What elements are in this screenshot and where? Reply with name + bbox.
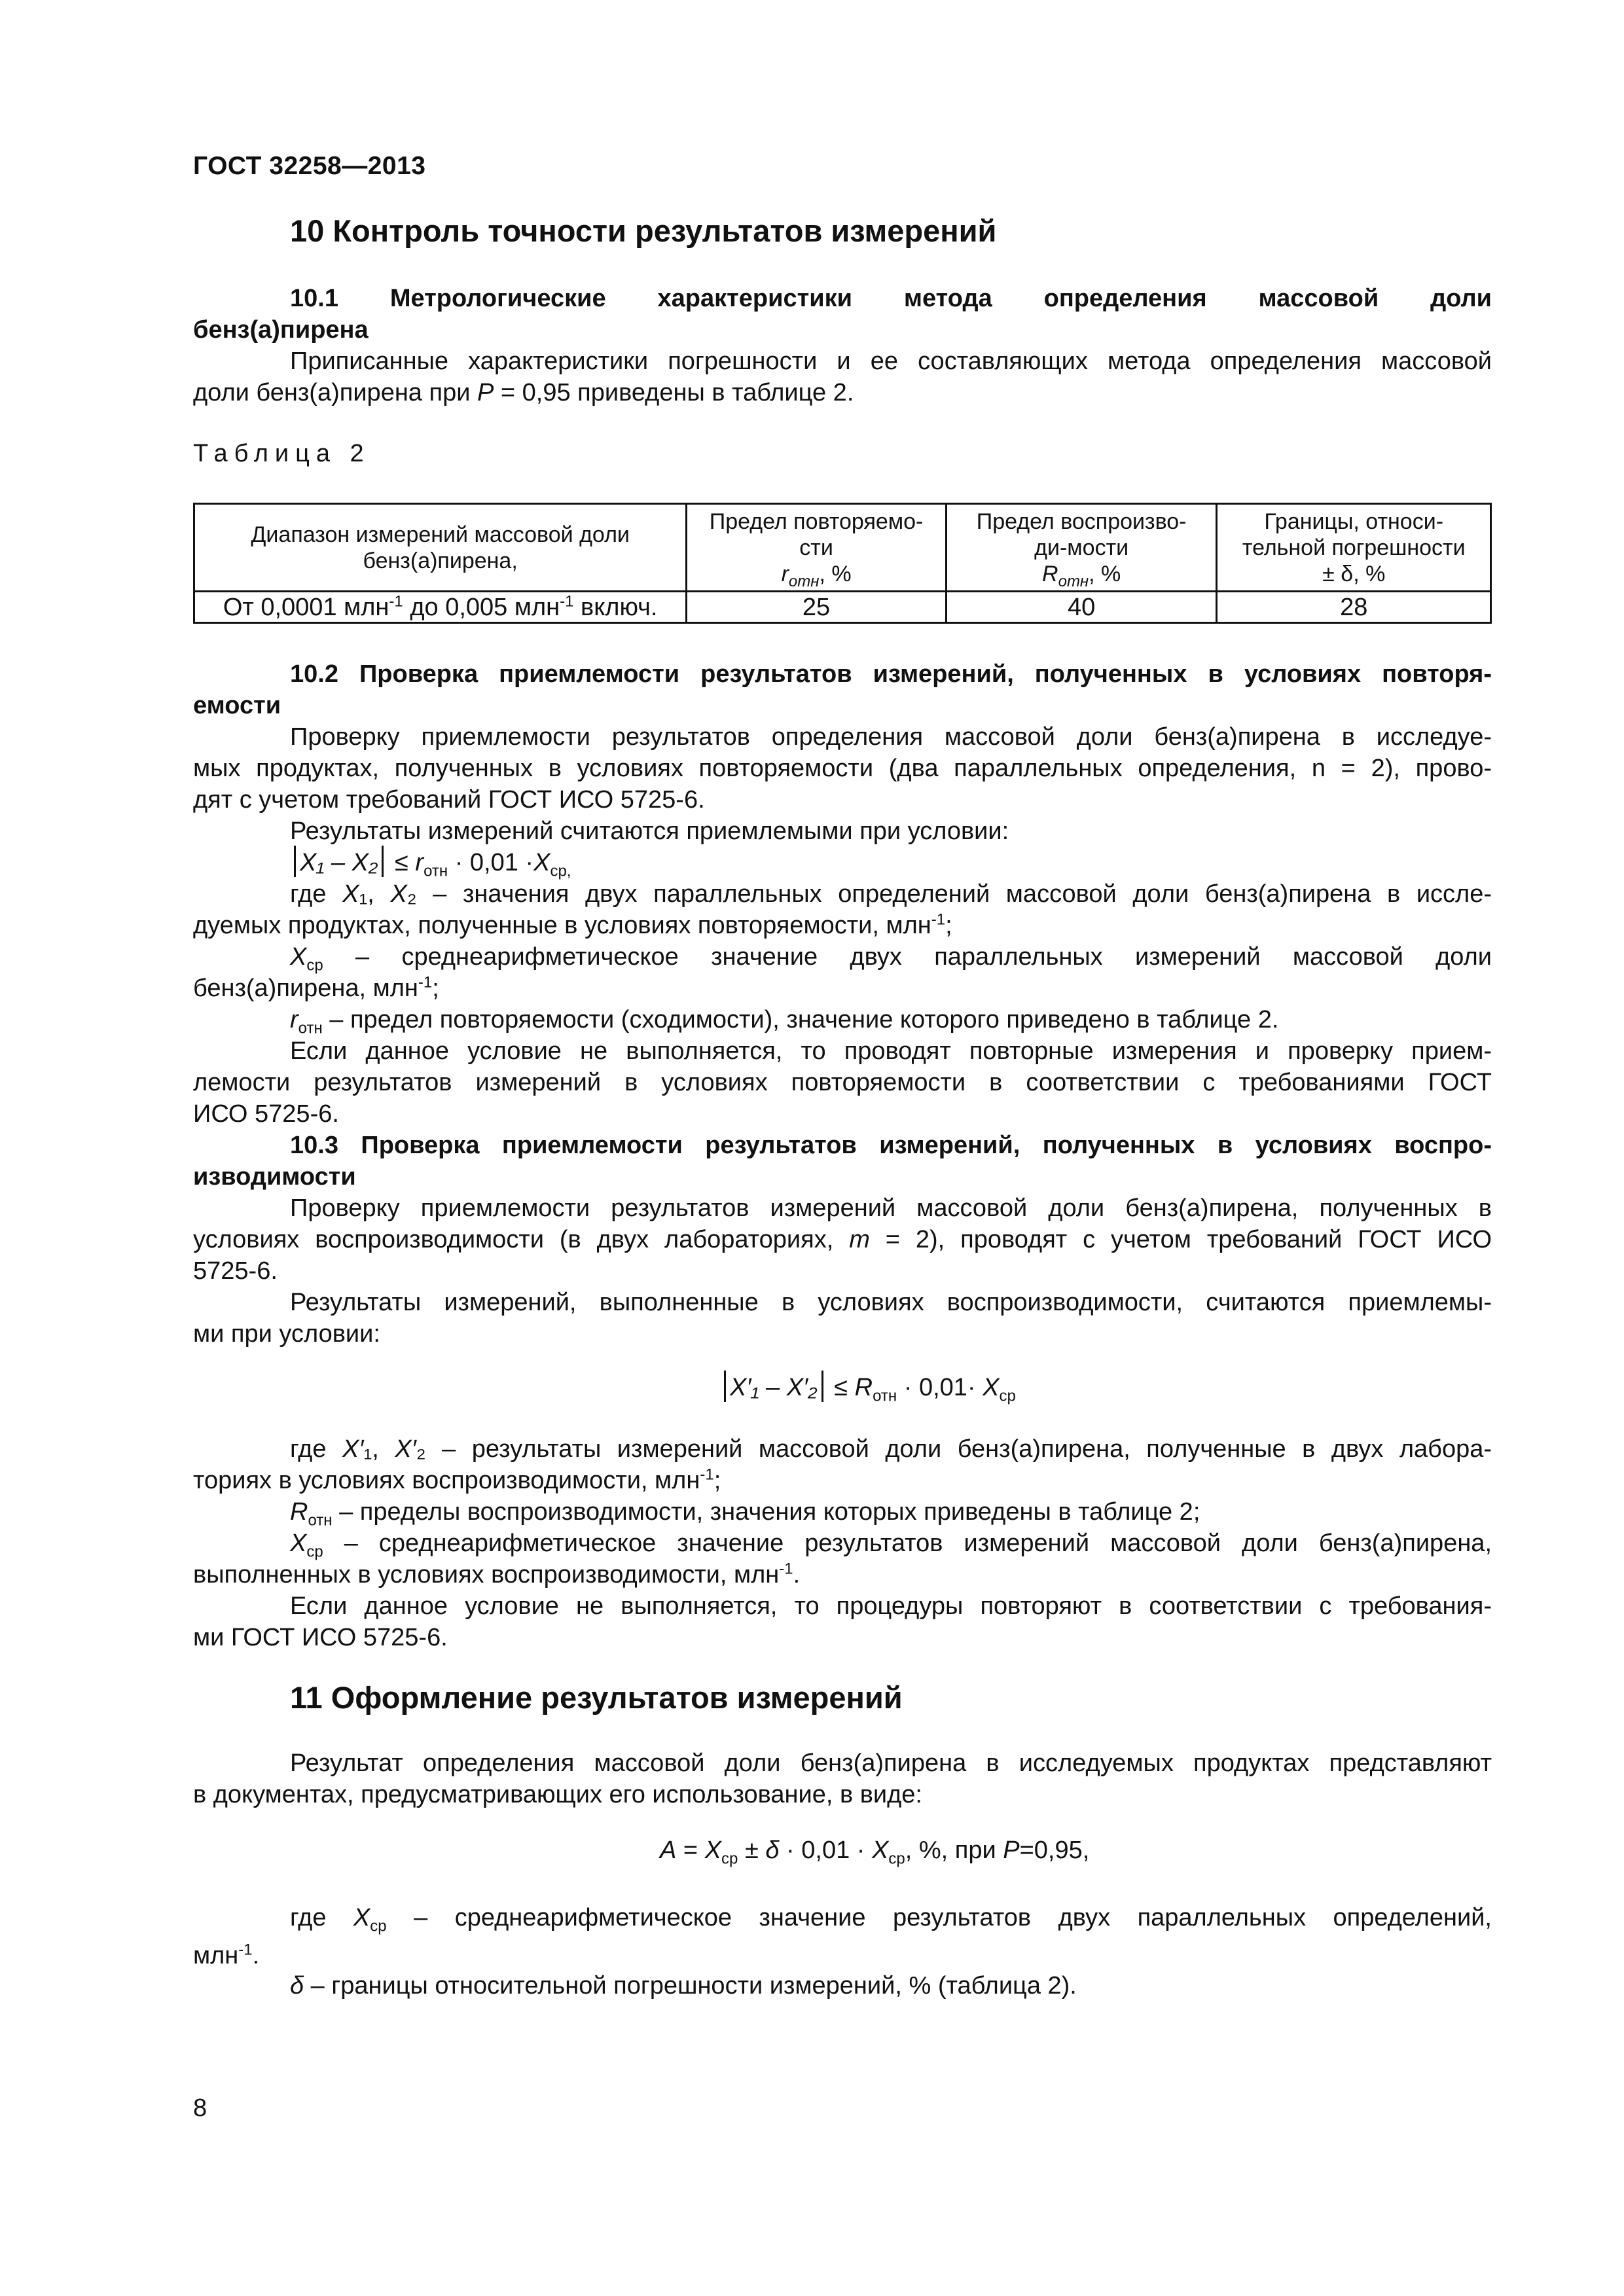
where-x1-x2: где X₁, X₂ – значения двух параллельных определений массовой доли бенз(а)пирена в иссле- — [290, 880, 1492, 908]
table-header-row — [194, 504, 1491, 592]
cell-error: 28 — [1217, 592, 1491, 623]
where-x1p-x2p-cont: ториях в условиях воспроизводимости, млн$^{-1}$; — [193, 1465, 721, 1494]
where-x1-x2-cont: дуемых продуктах, полученные в условиях повторяемости, млн$^{-1}$; — [193, 910, 952, 939]
section-10-title: 10 Контроль точности результатов измерений — [290, 213, 997, 248]
col-range-header: Диапазон измерений массовой доли бенз(а)пирена, — [194, 504, 687, 592]
where-delta: δ – границы относительной погрешности измерений, % (таблица 2). — [290, 1972, 1077, 2000]
section-10-3-p1-l1: Проверку приемлемости результатов измерений массовой доли бенз(а)пирена, полученных в — [290, 1194, 1492, 1222]
section-10-2-p1-l1: Проверку приемлемости результатов определения массовой доли бенз(а)пирена в исследуе- — [290, 723, 1492, 751]
section-10-3-title: 10.3 Проверка приемлемости результатов измерений, полученных в условиях воспро- — [290, 1132, 1492, 1159]
section-10-1-paragraph-cont: доли бенз(а)пирена при P = 0,95 приведены в таблице 2. — [193, 379, 854, 406]
section-10-2-p3-l3: ИСО 5725-6. — [193, 1100, 339, 1128]
cell-repeatability: 25 — [687, 592, 947, 623]
section-10-2-p3-l2: лемости результатов измерений в условиях повторяемости в соответствии с требованиями ГОСТ — [193, 1069, 1492, 1096]
reproducibility-formula: $X'_1 - X'_2 \le R_{отн} \cdot 0,01\cdot X_{ср}$ — [720, 1371, 1016, 1402]
section-10-2-p1-l2: мых продуктах, полученных в условиях повторяемости (два параллельных определения, n = 2), прово- — [193, 755, 1492, 782]
section-10-3-title-cont: изводимости — [193, 1163, 356, 1191]
section-10-1-paragraph: Приписанные характеристики погрешности и ее составляющих метода определения массовой — [290, 348, 1492, 375]
result-formula: $A = X_{ср} \pm \delta \cdot 0,01 \cdot X_{ср}$, %, при P=0,95, — [660, 1837, 1090, 1868]
section-10-2-p1-l3: дят с учетом требований ГОСТ ИСО 5725-6. — [193, 786, 705, 814]
table-2 — [193, 503, 1492, 624]
table-row — [194, 592, 1491, 623]
table-caption: Таблица 2 — [193, 440, 370, 467]
where-r-otn: $r_{отн}$ – предел повторяемости (сходимости), значение которого приведено в таблице 2. — [290, 1006, 1279, 1037]
section-10-2-p2: Результаты измерений считаются приемлемыми при условии: — [290, 817, 1009, 845]
cell-range: От 0,0001 млн$^{-1}$ до 0,005 млн$^{-1}$ включ. — [194, 592, 687, 623]
where-xcp-3: где $X_{ср}$ – среднеарифметическое значение результатов двух параллельных определений, — [290, 1904, 1492, 1935]
section-10-2-title-cont: емости — [193, 692, 281, 719]
col-error-header: Границы, относи- тельной погрешности ± δ, % — [1217, 504, 1491, 592]
section-10-1-title-cont: бенз(а)пирена — [193, 316, 369, 344]
where-x1p-x2p: где X′₁, X′₂ – результаты измерений массовой доли бенз(а)пирена, полученные в двух лабора- — [290, 1435, 1492, 1463]
section-10-3-p1-l2: условиях воспроизводимости (в двух лабораториях, m = 2), проводят с учетом требований ГОСТ ИСО — [193, 1226, 1492, 1253]
cell-reproducibility: 40 — [946, 592, 1217, 623]
section-11-title: 11 Оформление результатов измерений — [290, 1680, 903, 1715]
section-11-p1-l1: Результат определения массовой доли бенз(а)пирена в исследуемых продуктах представляют — [290, 1749, 1492, 1777]
where-R-otn: $R_{отн}$ – пределы воспроизводимости, значения которых приведены в таблице 2; — [290, 1498, 1200, 1530]
where-xcp-cont: бенз(а)пирена, млн$^{-1}$; — [193, 973, 439, 1002]
section-10-2-p3-l1: Если данное условие не выполняется, то проводят повторные измерения и проверку прием- — [290, 1037, 1492, 1065]
section-10-3-p3-l1: Если данное условие не выполняется, то процедуры повторяют в соответствии с требования- — [290, 1592, 1492, 1620]
where-xcp-2-cont: выполненных в условиях воспроизводимости, млн$^{-1}$. — [193, 1560, 801, 1588]
where-xcp: $X_{ср}$ – среднеарифметическое значение двух параллельных измерений массовой доли — [290, 943, 1492, 975]
section-10-3-p2-l1: Результаты измерений, выполненные в условиях воспроизводимости, считаются приемлемы- — [290, 1289, 1492, 1316]
col-reproducibility-header: Предел воспроизво- ди-мости $R_{отн}$, % — [946, 504, 1217, 592]
page-number: 8 — [193, 2094, 208, 2122]
section-10-1-title: 10.1 Метрологические характеристики метода определения массовой доли — [290, 285, 1492, 312]
where-xcp-3-cont: млн$^{-1}$. — [193, 1941, 260, 1969]
repeatability-formula: $X_1 - X_2 \le r_{отн} \cdot 0,01 \cdot X_{ср,}$ — [290, 846, 571, 877]
section-10-3-p3-l2: ми ГОСТ ИСО 5725-6. — [193, 1624, 448, 1651]
section-10-3-p1-l3: 5725-6. — [193, 1257, 278, 1285]
section-10-2-title: 10.2 Проверка приемлемости результатов измерений, полученных в условиях повторя- — [290, 660, 1492, 688]
document-code: ГОСТ 32258—2013 — [193, 152, 426, 180]
section-11-p1-l2: в документах, предусматривающих его использование, в виде: — [193, 1781, 922, 1808]
where-xcp-2: $X_{ср}$ – среднеарифметическое значение результатов измерений массовой доли бенз(а)пирена, — [290, 1530, 1492, 1561]
col-repeatability-header: Предел повторяемо- сти $r_{отн}$, % — [687, 504, 947, 592]
section-10-3-p2-l2: ми при условии: — [193, 1320, 380, 1348]
